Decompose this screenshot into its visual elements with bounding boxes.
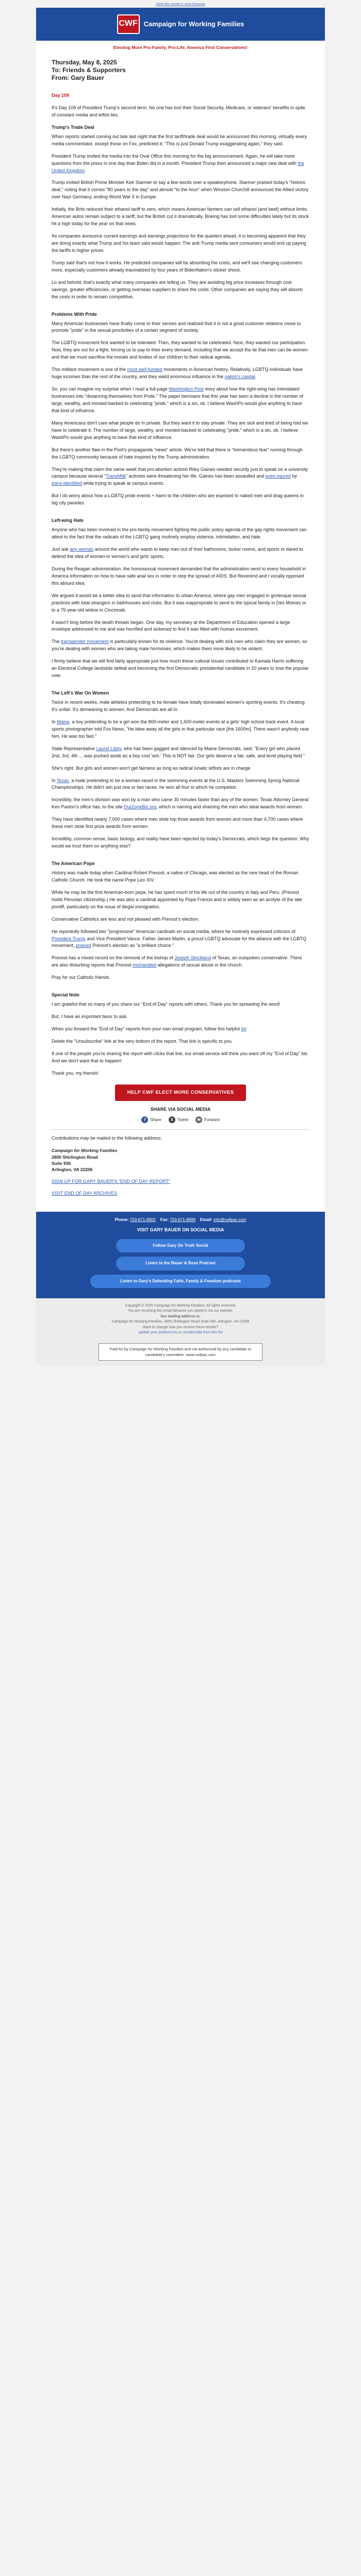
contact-line: Phone: 703-671-8800 Fax: 703-671-8899 Email: info@cwfpac.com xyxy=(114,1217,247,1223)
paragraph: When reports started coming out late last night that the first tariff/trade deal would be announced this morning, virtually every media commentator, except those on Fox, predicted it: "This is just Donald Trump exaggerating again," they said. xyxy=(52,133,307,146)
paragraph: While he may be the first American-born pope, he has spent much of his life out of the country in Italy and Peru. (Prevost holds Peruvian citizenship.) He was also a cardinal appointed by Pope Francis and is widely seen as an acolyte of the late pontiff, particularly on the issue of illegal immigration. xyxy=(52,889,302,909)
fax-number: 703-671-8899 xyxy=(170,1217,196,1223)
podcast-button[interactable]: Listen to the Bauer & Rose Podcast xyxy=(116,1257,245,1270)
truth-social-button[interactable]: Follow Gary On Truth Social xyxy=(116,1239,245,1252)
paragraph: Just ask any woman around the world who wants to keep men out of their bathrooms, locker rooms, and sports or dared to defend the idea of women-in women's and girls' sports. xyxy=(52,547,303,559)
email-from: From: Gary Bauer xyxy=(52,74,105,82)
paragraph: I firmly believe that we will find fairly appropriate just how much these cultural issues contributed to Kamala Harris suffering an Electoral College landslide defeat and becoming the first Democratic presidential candidate in 20 years to lose the popular vote. xyxy=(52,658,309,679)
transgender-link[interactable]: transgender movement xyxy=(61,639,109,645)
paragraph: Many American businesses have finally come to their senses and realized that it is not a good customer relations move to promote "pride" in the sexual proclivities of a certain segment of society. xyxy=(52,320,301,333)
strickland-link[interactable]: Joseph Strickland xyxy=(174,955,211,961)
donate-button[interactable]: HELP CWF ELECT MORE CONSERVATIVES xyxy=(115,1084,247,1101)
paragraph: She's right. But girls and women won't get fairness as long as radical lunatic leftists are in charge. xyxy=(52,765,252,771)
update-preferences-link[interactable]: update your preferences xyxy=(138,1331,178,1335)
paragraph: Initially, the Brits reduced their ethanol tariff to zero, which means American farmers can sell ethanol (and beef) without limits. American autos remain subject to a tariff, but the British cut it dramatically. Boeing has lost some difficulties lately but its stock hit a high today for the year on that news. xyxy=(52,207,309,227)
trans-identified-link[interactable]: trans-identified xyxy=(52,481,83,486)
paragraph: So, you can imagine my surprise when I read a full-page Washington Post story about how the right-wing has intimidated businesses into "distancing themselves from Pride." The paper bemoans that this year has seen a decline in the number of large, wealthy, and monied-backed to celebrating "pride," which is a sin, ok. I believe WashPo would give anything to have that kind of influence. xyxy=(52,386,303,413)
capital-link[interactable]: nation's capital xyxy=(224,374,255,380)
tip-link[interactable]: tip xyxy=(241,1026,247,1032)
paragraph: President Trump invited the media into the Oval Office this morning for the big announcement. Again, he will take more questions from the press in one day than Biden did in a month. President Trump then announced a major new deal with the United Kingdom. xyxy=(52,153,304,173)
phone-link[interactable]: 703-671-8800 xyxy=(129,1217,156,1223)
email-header xyxy=(36,8,325,41)
paragraph: When you forward the "End of Day" reports from your own email program, follow this helpful tip: xyxy=(52,1026,248,1032)
paragraph: This militant movement is one of the most well-funded movements in American history. Relatively, LGBTQ individuals have huge incomes than the rest of the country, and they wield enormous influence in the nation's capital. xyxy=(52,367,303,380)
paragraph: But there's another flaw in the Post's propaganda "news" article. We're told that there is "tremendous fear" running through the LGBTQ community because of hate inspired by the Trump administration. xyxy=(52,447,303,460)
injured-link[interactable]: even injured xyxy=(265,473,291,479)
paragraph: Trump said that's not how it works. He predicted companies will be absorbing the costs, and we'll see changing customers more, especially customers already traumatized by four years of Bidenflation's sticker shock. xyxy=(52,260,302,273)
envelope-icon: ✉ xyxy=(195,1116,202,1123)
paragraph: Twice in recent weeks, male athletes pretending to be female have totally dominated women's sporting events. It's cheating. It's unfair. It's demeaning to women. And Democrats are all in. xyxy=(52,700,306,712)
paragraph: As companies announce current earnings and earnings projections for the quarters ahead, it is becoming apparent that they are doing exactly what Trump and his team said would happen: The anti-Trump media sent consumers would end up paying the tariffs in higher prices. xyxy=(52,233,306,253)
paragraph: He reportedly followed two "progressive" American cardinals on social media, where he routinely expressed criticism of President Trump and Vice President Vance. Father James Martin, a proud LGBTQ advocate for the alliance with the LGBTQ movement, praised Prevost's election as "a brilliant choice." xyxy=(52,928,306,948)
paragraph: We argued it would be a better idea to send that information to urban America, where gay men engaged in grotesque sexual practices with total strangers in bathhouses and clubs. But it was inappropriate to send to the typical family in Des Moines or to a 75-year-old widow in Cincinnati. xyxy=(52,592,306,613)
well-funded-link[interactable]: most well-funded xyxy=(127,367,162,372)
section-title-pope: The American Pope xyxy=(52,861,95,867)
paragraph: It wasn't long before the death threats began. One day, my secretary at the Department of Education opened a large envelope addressed to me and was horrified and sickened to find it was filled with human excrement. xyxy=(52,619,290,632)
cta-wrap xyxy=(52,1084,309,1101)
section-title-pride: Problems With Pride xyxy=(52,311,97,317)
paragraph: Anyone who has been involved in the pro-family movement fighting the public policy agenda of the gay rights movement can attest to the fact that the radicals of the LGBTQ gang routinely employ violence, intimidation, and hate. xyxy=(52,527,307,540)
texas-link[interactable]: Texas xyxy=(56,777,69,783)
x-icon: X xyxy=(169,1116,175,1123)
email-body xyxy=(36,56,325,1208)
contributions-note: Contributions may be mailed to the following address: xyxy=(52,1136,162,1141)
paragraph: They're making that claim the same week that pro-abortion activist Riley Gaines needed security just to speak on a university campus because several "TransMilk" activists were threatening her life. Gaines has been assaulted and even injured by trans-identified while trying to speak at campus events. xyxy=(52,466,308,486)
email-container xyxy=(36,8,325,1366)
paragraph: Incredibly, common sense, basic biology, and reality have been rejected by today's Democrats, which begs the question: Why would we trust them on anything else? xyxy=(52,836,309,849)
social-title: VISIT GARY BAUER ON SOCIAL MEDIA xyxy=(137,1227,224,1232)
logo-icon: CWF xyxy=(117,14,140,34)
praised-link[interactable]: praised xyxy=(76,943,91,948)
mailing-address: Campaign for Working Families 2800 Shirlington Road Suite 930 Arlington, VA 22206 xyxy=(52,1148,118,1173)
paragraph: Delete the "Unsubscribe" link at the very bottom of the report. That link is specific to you. xyxy=(52,1038,233,1044)
paragraph: History was made today when Cardinal Robert Prevost, a native of Chicago, was elected as the new head of the Roman Catholic Church. He took the name Pope Leo XIV. xyxy=(52,870,299,883)
view-in-browser xyxy=(0,0,361,8)
uk-link[interactable]: the United Kingdom xyxy=(52,160,304,173)
logo xyxy=(117,14,244,34)
footer xyxy=(36,1212,325,1298)
paragraph: Conservative Catholics are less and not pleased with Prevost's election. xyxy=(52,916,200,922)
paragraph: Incredibly, the men's division was won by a man who came 30 minutes faster than any of the women. Texas Attorney General Ken Paxton's office has, to the site OutZoneBiz.org, which is naming and shaming the men who steal awards from women. xyxy=(52,797,309,810)
share-row xyxy=(52,1116,309,1123)
paragraph: Thank you, my friends! xyxy=(52,1070,99,1076)
section-title-war-on-women: The Left's War On Women xyxy=(52,690,109,696)
legal-footer: Copyright © 2025 Campaign for Working Families, All rights reserved. You are receiving this email because you opted in via our website. Our mailing address is: Campaign for Working Families, 2800 Shirlington Road Suite 930, Arlington, VA 22206 Want to change how you receive these emails? update your preferences or unsubscribe from this list Paid for by Campaign for Working Families and not authorized by any candidate or candidate's committee. www.cwfpac.com xyxy=(36,1298,325,1366)
email-link[interactable]: info@cwfpac.com xyxy=(214,1217,247,1223)
transmilk-link[interactable]: TransMilk xyxy=(106,473,126,479)
archives-link[interactable]: VISIT END OF DAY ARCHIVES xyxy=(52,1191,118,1196)
share-twitter-button[interactable]: X Tweet xyxy=(169,1116,188,1123)
paragraph: In Maine, a boy pretending to be a girl won the 800-meter and 1,600-meter events at a girls' high school track event. A local sports photographer told Fox News, "He blew away all the girls in that particular race [the 1600m]. There wasn't anybody near him. He was too fast." xyxy=(52,719,309,739)
paragraph: The LGBTQ movement first wanted to be tolerated. Then, they wanted to be celebrated. Next, they wanted our participation. Now, they are out for a fight, forcing us to pay to their every demand, including that we accept the lie that men can be women and that we must sacrifice the morals and bodies of our children to their radical agenda. xyxy=(52,340,308,360)
share-forward-button[interactable]: ✉ Forward xyxy=(195,1116,219,1123)
paragraph: In Texas, a male pretending to be a woman raced in the swimming events at the U.S. Masters Swimming Spring National Championships. He didn't win just one or two races, he won all four in which he competed. xyxy=(52,777,300,790)
tagline: Electing More Pro-Family, Pro-Life, America First Conservatives! xyxy=(113,44,248,50)
paragraph: Trump invited British Prime Minister Keir Starmer to say a few words over a speakerphone. Starmer praised today's "historic deal," noting that it comes "80 years to the day" and almost "to the hour" when Winston Churchill announced the Allied victory over Nazi Germany, ending World War II in Europe. xyxy=(52,180,309,200)
paragraph: Prevost has a mixed record on the removal of the bishop of Joseph Strickland of Texas, an outspoken conservative. There are also disturbing reports that Prevost mishandled allegations of sexual abuse in the church. xyxy=(52,955,302,968)
paragraph: Pray for our Catholic friends. xyxy=(52,975,111,980)
laurel-libby-link[interactable]: Laurel Libby xyxy=(96,745,121,751)
any-woman-link[interactable]: any woman xyxy=(70,547,94,552)
day-counter: Day 109 xyxy=(52,93,70,98)
paragraph: During the Reagan administration, the homosexual movement demanded that the administration send to every household in America information on how to have safe anal sex in order to stop the spread of AIDS. But Reverend and I vocally opposed this absurd idea. xyxy=(52,566,306,586)
paragraph: I am grateful that so many of you share our "End of Day" reports with others. Thank you for spreading the word! xyxy=(52,1002,280,1007)
washington-post-link[interactable]: Washington Post xyxy=(169,386,204,392)
share-title: SHARE VIA SOCIAL MEDIA xyxy=(150,1107,211,1112)
mishandled-link[interactable]: mishandled xyxy=(133,962,157,968)
intro-paragraph: It's Day 109 of President Trump's second term. No one has lost their Social Security, Medicare, or veterans' benefits in spite of constant media and leftist lies. xyxy=(52,105,305,117)
section-title-hate: Left-wing Hate xyxy=(52,518,84,523)
signup-link[interactable]: SIGN UP FOR GARY BAUER'S "END OF DAY REPORT" xyxy=(52,1178,171,1184)
paragraph: The transgender movement is particularly known for its violence. You're dealing with sick men who claim they are women, so you're dealing with women who are taking male hormones, which makes them more likely to be violent. xyxy=(52,639,307,652)
section-title-special-note: Special Note xyxy=(52,992,80,998)
paragraph: But I do worry about how a LGBTQ pride events + harm to the children who are exposed to naked men and drag queens in big city parades. xyxy=(52,493,304,506)
share-facebook-button[interactable]: f Share xyxy=(141,1116,161,1123)
faith-podcast-button[interactable]: Listen to Gary's Defending Faith, Family & Freedom podcasts xyxy=(90,1275,271,1288)
paragraph: They have identified nearly 7,000 cases where men stole top three awards from women and more than 4,700 cases where these men stole first prize awards from women. xyxy=(52,817,303,829)
logo-text: Campaign for Working Families xyxy=(143,20,244,28)
paragraph: State Representative Laurel Libby, who has been gagged and silenced by Maine Democrats, said, "Every girl who placed 2nd, 3rd, 4th ... was pushed aside as a boy cost 'win.' This is NOT fair. Our girls deserve a fair, safe, and level playing field." xyxy=(52,745,305,758)
paragraph: But, I have an important favor to ask. xyxy=(52,1014,128,1020)
section-title-trade: Trump's Trade Deal xyxy=(52,124,94,130)
paid-for-disclaimer: Paid for by Campaign for Working Families and not authorized by any candidate or candidate's committee. www.cwfpac.com xyxy=(99,1343,262,1361)
paragraph: If one of the people you're sharing the report with clicks that link, our email service will think you want off my "End of Day" list. And we don't want that to happen! xyxy=(52,1050,308,1063)
maine-link[interactable]: Maine xyxy=(57,719,70,724)
email-to: To: Friends & Supporters xyxy=(52,66,126,74)
email-date: Thursday, May 8, 2025 xyxy=(52,59,117,66)
divider xyxy=(52,1129,309,1130)
outzone-link[interactable]: OutZoneBiz.org xyxy=(124,804,157,810)
paragraph: Many Americans don't care what people do in private. But they want it to stay private. They are sick and tired of being told we have to celebrate it. The number of large, wealthy, and monied-backed to celebrating "pride," which is a sin, ok. I believe WashPo would give anything to have that kind of influence. xyxy=(52,420,308,440)
facebook-icon: f xyxy=(141,1116,148,1123)
paragraph: Lo and behold, that's exactly what many companies are telling us. They are avoiding big price increases through cost savings, greater efficiencies, or getting overseas suppliers to share the costs. Other companies are saying they will absorb the costs in order to remain competitive. xyxy=(52,279,303,299)
president-trump-link[interactable]: President Trump xyxy=(52,936,86,941)
unsubscribe-link[interactable]: unsubscribe from this list xyxy=(183,1331,223,1335)
view-in-browser-link[interactable]: View this email in your browser xyxy=(155,3,206,6)
